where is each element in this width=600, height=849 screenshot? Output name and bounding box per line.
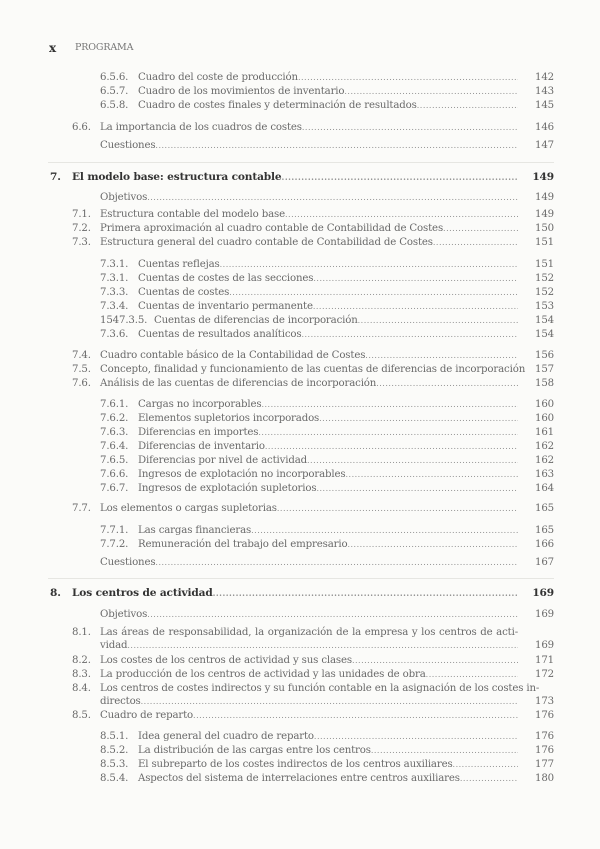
entry-title: Cuadro de reparto (100, 710, 194, 721)
entry-page: 163 (535, 469, 554, 480)
entry-number: 8.5.4. (100, 773, 129, 784)
entry-title: Elementos supletorios incorporados (138, 413, 320, 424)
entry-number: 7.7.1. (100, 525, 129, 536)
entry-title-line (138, 758, 518, 771)
entry-title: Cuentas de resultados analíticos (138, 329, 302, 340)
entry-page: 169 (535, 609, 554, 620)
entry-title-line (138, 258, 518, 271)
entry-number: 1547.3.5. (100, 315, 148, 326)
entry-number: 7.4. (72, 350, 91, 361)
entry-title-line (100, 377, 518, 390)
entry-page: 169 (532, 587, 554, 599)
toc-entry[interactable] (0, 454, 600, 467)
entry-title: Estructura contable del modelo base (100, 209, 285, 220)
entry-number: 8.5.3. (100, 759, 129, 770)
entry-title-line (100, 626, 518, 639)
entry-page: 162 (535, 455, 554, 466)
toc-entry[interactable] (0, 314, 600, 327)
toc-entry[interactable] (0, 71, 600, 84)
toc-entry[interactable] (0, 744, 600, 757)
toc-entry[interactable] (0, 121, 600, 134)
entry-number: 8.4. (72, 683, 91, 694)
toc-entry[interactable] (0, 412, 600, 425)
entry-title: Objetivos (100, 192, 148, 203)
leader-dots (285, 208, 518, 221)
leader-dots (417, 99, 518, 112)
entry-title: Cuentas de costes (138, 287, 230, 298)
toc-entry[interactable] (0, 682, 600, 707)
leader-dots (365, 349, 518, 362)
entry-page: 169 (535, 640, 554, 651)
toc-entry[interactable] (0, 440, 600, 453)
entry-title-line (100, 682, 540, 695)
entry-title-line (138, 85, 518, 98)
entry-title: Cuadro de costes finales y determinación de resultados (138, 100, 417, 111)
leader-dots (261, 398, 518, 411)
toc-entry[interactable] (0, 272, 600, 285)
leader-dots (352, 654, 518, 667)
entry-title-line (138, 730, 518, 743)
entry-page: 149 (535, 209, 554, 220)
entry-number: 8.5. (72, 710, 91, 721)
toc-entry[interactable] (0, 426, 600, 439)
entry-title: Cuadro de los movimientos de inventario (138, 86, 345, 97)
entry-page: 142 (535, 72, 554, 83)
entry-title: Cuestiones (100, 140, 156, 151)
entry-page: 180 (535, 773, 554, 784)
entry-page: 164 (535, 483, 554, 494)
entry-page: 160 (535, 413, 554, 424)
leader-dots (155, 556, 518, 569)
entry-title: Remuneración del trabajo del empresario (138, 539, 348, 550)
entry-title-line (138, 426, 518, 439)
entry-number: 8.3. (72, 669, 91, 680)
leader-dots (229, 286, 518, 299)
leader-dots (301, 328, 518, 341)
leader-dots (193, 709, 518, 722)
toc-entry[interactable] (0, 772, 600, 785)
entry-number: 7.3.4. (100, 301, 129, 312)
toc-entry[interactable] (0, 556, 600, 569)
toc-entry[interactable] (0, 468, 600, 481)
entry-page: 162 (535, 441, 554, 452)
entry-number: 7.6.6. (100, 469, 129, 480)
entry-title-line (138, 440, 518, 453)
entry-title-line (100, 349, 518, 362)
entry-page: 156 (535, 350, 554, 361)
entry-title-line (138, 99, 518, 112)
entry-number: 8.2. (72, 655, 91, 666)
entry-number: 7.3.6. (100, 329, 129, 340)
entry-title-line (138, 300, 518, 313)
entry-title: El modelo base: estructura contable (72, 171, 282, 183)
entry-number: 7.6.5. (100, 455, 129, 466)
toc-entry[interactable] (0, 85, 600, 98)
entry-page: 176 (535, 731, 554, 742)
toc-entry[interactable] (0, 502, 600, 515)
toc-entry[interactable] (0, 363, 600, 376)
entry-page: 149 (532, 171, 554, 183)
entry-title: Cuentas de diferencias de incorporación (154, 315, 358, 326)
toc-entry[interactable] (0, 538, 600, 551)
leader-dots (319, 412, 518, 425)
entry-number: 8.1. (72, 627, 91, 638)
entry-title-line (138, 272, 518, 285)
toc-entry[interactable] (0, 222, 600, 235)
entry-title-line (138, 412, 518, 425)
entry-title: La producción de los centros de actividad y las unidades de obra (100, 669, 426, 680)
entry-number: 7.1. (72, 209, 91, 220)
entry-title-line (100, 668, 518, 681)
entry-page: 147 (535, 140, 554, 151)
entry-page: 145 (535, 100, 554, 111)
toc-entry[interactable] (0, 99, 600, 112)
entry-page: 160 (535, 399, 554, 410)
entry-title-line (100, 654, 518, 667)
entry-title-line (138, 538, 518, 551)
divider (48, 162, 554, 163)
entry-page: 151 (535, 237, 554, 248)
entry-page: 154 (535, 329, 554, 340)
toc-entry[interactable] (0, 626, 600, 651)
entry-page: 149 (535, 192, 554, 203)
entry-number: 7.3.1. (100, 273, 129, 284)
entry-title: Diferencias de inventario (138, 441, 265, 452)
entry-number: 7.6.7. (100, 483, 129, 494)
entry-page: 161 (535, 427, 554, 438)
leader-dots (426, 668, 518, 681)
entry-title-line (138, 71, 518, 84)
entry-page: 177 (535, 759, 554, 770)
entry-title: Aspectos del sistema de interrelaciones entre centros auxiliares (138, 773, 460, 784)
entry-number: 7.6. (72, 378, 91, 389)
entry-page: 151 (535, 259, 554, 270)
entry-title: Cargas no incorporables (138, 399, 262, 410)
entry-title-line (138, 524, 518, 537)
entry-title-line (100, 363, 526, 376)
entry-title: La distribución de las cargas entre los centros (138, 745, 371, 756)
toc-entry[interactable] (0, 286, 600, 299)
entry-number: 7.3. (72, 237, 91, 248)
leader-dots (282, 171, 518, 184)
toc-entry[interactable] (0, 730, 600, 743)
leader-dots (213, 587, 518, 600)
toc-entry[interactable] (0, 654, 600, 667)
entry-title: Idea general del cuadro de reparto (138, 731, 314, 742)
toc-entry[interactable] (0, 349, 600, 362)
leader-dots (313, 272, 518, 285)
leader-dots (127, 639, 518, 652)
page-number-roman: x (49, 41, 57, 55)
entry-number: 7.6.3. (100, 427, 129, 438)
entry-title: Análisis de las cuentas de diferencias de incorporación (100, 378, 377, 389)
leader-dots (220, 258, 518, 271)
entry-page: 176 (535, 745, 554, 756)
entry-title-line (100, 709, 518, 722)
toc-entry[interactable] (0, 524, 600, 537)
entry-title-line (138, 744, 518, 757)
entry-page: 153 (535, 301, 554, 312)
entry-title: vidad (100, 640, 128, 651)
toc-entry[interactable] (0, 377, 600, 390)
entry-title-line (100, 639, 518, 652)
entry-title-line (72, 171, 518, 184)
entry-title: Estructura general del cuadro contable de Contabilidad de Costes (100, 237, 433, 248)
entry-title: Las cargas financieras (138, 525, 252, 536)
entry-number: 7.3.1. (100, 259, 129, 270)
entry-number: 8.5.2. (100, 745, 129, 756)
entry-number: 7.2. (72, 223, 91, 234)
leader-dots (277, 502, 518, 515)
entry-title-line (100, 236, 518, 249)
entry-page: 157 (535, 364, 554, 375)
entry-title-line (100, 608, 518, 621)
entry-title-line (138, 482, 518, 495)
entry-page: 152 (535, 287, 554, 298)
leader-dots (460, 772, 518, 785)
entry-title: Los centros de costes indirectos y su función contable en la asignación de los costes in- (100, 683, 540, 694)
entry-title: Cuentas de inventario permanente (138, 301, 313, 312)
leader-dots (443, 222, 518, 235)
entry-number: 7. (50, 171, 61, 183)
leader-dots (265, 440, 518, 453)
leader-dots (298, 71, 518, 84)
leader-dots (141, 695, 518, 708)
entry-title: Diferencias en importes (138, 427, 259, 438)
entry-page: 176 (535, 710, 554, 721)
entry-title: Los costes de los centros de actividad y sus clases (100, 655, 352, 666)
entry-title: Cuestiones (100, 557, 156, 568)
entry-title: Los centros de actividad (72, 587, 213, 599)
entry-number: 7.6.1. (100, 399, 129, 410)
entry-number: 7.6.2. (100, 413, 129, 424)
entry-number: 7.6.4. (100, 441, 129, 452)
entry-title-line (154, 314, 518, 327)
leader-dots (313, 300, 518, 313)
entry-title: directos (100, 696, 141, 707)
entry-page: 150 (535, 223, 554, 234)
entry-page: 171 (535, 655, 554, 666)
leader-dots (345, 468, 518, 481)
entry-title-line (138, 328, 518, 341)
entry-title-line (100, 695, 518, 708)
toc-entry[interactable] (0, 482, 600, 495)
entry-number: 7.5. (72, 364, 91, 375)
entry-title-line (100, 139, 518, 152)
entry-number: 6.5.7. (100, 86, 129, 97)
toc-entry[interactable] (0, 709, 600, 722)
toc-chapter-entry[interactable] (0, 587, 600, 600)
leader-dots (344, 85, 518, 98)
entry-page: 167 (535, 557, 554, 568)
leader-dots (147, 191, 518, 204)
leader-dots (147, 608, 518, 621)
entry-title: Ingresos de explotación supletorios (138, 483, 317, 494)
entry-page: 173 (535, 696, 554, 707)
entry-number: 7.7. (72, 503, 91, 514)
entry-title: Cuadro contable básico de la Contabilidad de Costes (100, 350, 366, 361)
entry-number: 8.5.1. (100, 731, 129, 742)
entry-title-line (138, 468, 518, 481)
leader-dots (371, 744, 518, 757)
toc-entry[interactable] (0, 300, 600, 313)
toc-entry[interactable] (0, 236, 600, 249)
toc-entry[interactable] (0, 328, 600, 341)
entry-title: Cuentas de costes de las secciones (138, 273, 314, 284)
entry-title-line (100, 556, 518, 569)
entry-title-line (100, 208, 518, 221)
entry-page: 143 (535, 86, 554, 97)
leader-dots (347, 538, 518, 551)
toc-entry[interactable] (0, 258, 600, 271)
entry-title-line (100, 121, 518, 134)
entry-title: Diferencias por nivel de actividad (138, 455, 308, 466)
entry-title: Concepto, finalidad y funcionamiento de las cuentas de diferencias de incorporación (100, 364, 526, 375)
entry-title: Ingresos de explotación no incorporables (138, 469, 346, 480)
entry-page: 158 (535, 378, 554, 389)
entry-number: 6.6. (72, 122, 91, 133)
entry-page: 146 (535, 122, 554, 133)
toc-entry[interactable] (0, 139, 600, 152)
leader-dots (314, 730, 518, 743)
entry-title-line (138, 454, 518, 467)
toc-entry[interactable] (0, 398, 600, 411)
entry-title-line (138, 286, 518, 299)
toc-chapter-entry[interactable] (0, 171, 600, 184)
entry-number: 7.3.3. (100, 287, 129, 298)
entry-title: La importancia de los cuadros de costes (100, 122, 302, 133)
entry-page: 165 (535, 503, 554, 514)
leader-dots (155, 139, 518, 152)
leader-dots (358, 314, 518, 327)
leader-dots (453, 758, 518, 771)
toc-entry[interactable] (0, 191, 600, 204)
entry-title: Cuadro del coste de producción (138, 72, 298, 83)
entry-title: Primera aproximación al cuadro contable de Contabilidad de Costes (100, 223, 444, 234)
entry-title-line (138, 398, 518, 411)
leader-dots (258, 426, 518, 439)
entry-title-line (100, 222, 518, 235)
leader-dots (302, 121, 518, 134)
toc-entry[interactable] (0, 208, 600, 221)
entry-page: 154 (535, 315, 554, 326)
entry-title: Los elementos o cargas supletorias (100, 503, 277, 514)
entry-title-line (138, 772, 518, 785)
toc-entry[interactable] (0, 758, 600, 771)
entry-number: 7.7.2. (100, 539, 129, 550)
entry-page: 152 (535, 273, 554, 284)
entry-title: El subreparto de los costes indirectos de los centros auxiliares (138, 759, 453, 770)
entry-page: 172 (535, 669, 554, 680)
toc-entry[interactable] (0, 668, 600, 681)
entry-number: 6.5.6. (100, 72, 129, 83)
leader-dots (251, 524, 518, 537)
entry-title: Objetivos (100, 609, 148, 620)
entry-title-line (72, 587, 518, 600)
leader-dots (316, 482, 518, 495)
entry-number: 8. (50, 587, 61, 599)
divider (48, 578, 554, 579)
entry-number: 6.5.8. (100, 100, 129, 111)
entry-title-line (100, 191, 518, 204)
leader-dots (376, 377, 518, 390)
leader-dots (307, 454, 518, 467)
entry-title-line (100, 502, 518, 515)
entry-title: Las áreas de responsabilidad, la organización de la empresa y los centros de acti- (100, 627, 518, 638)
entry-page: 166 (535, 539, 554, 550)
toc-entry[interactable] (0, 608, 600, 621)
leader-dots (433, 236, 518, 249)
entry-page: 165 (535, 525, 554, 536)
entry-title: Cuentas reflejas (138, 259, 220, 270)
running-header: PROGRAMA (75, 42, 134, 53)
